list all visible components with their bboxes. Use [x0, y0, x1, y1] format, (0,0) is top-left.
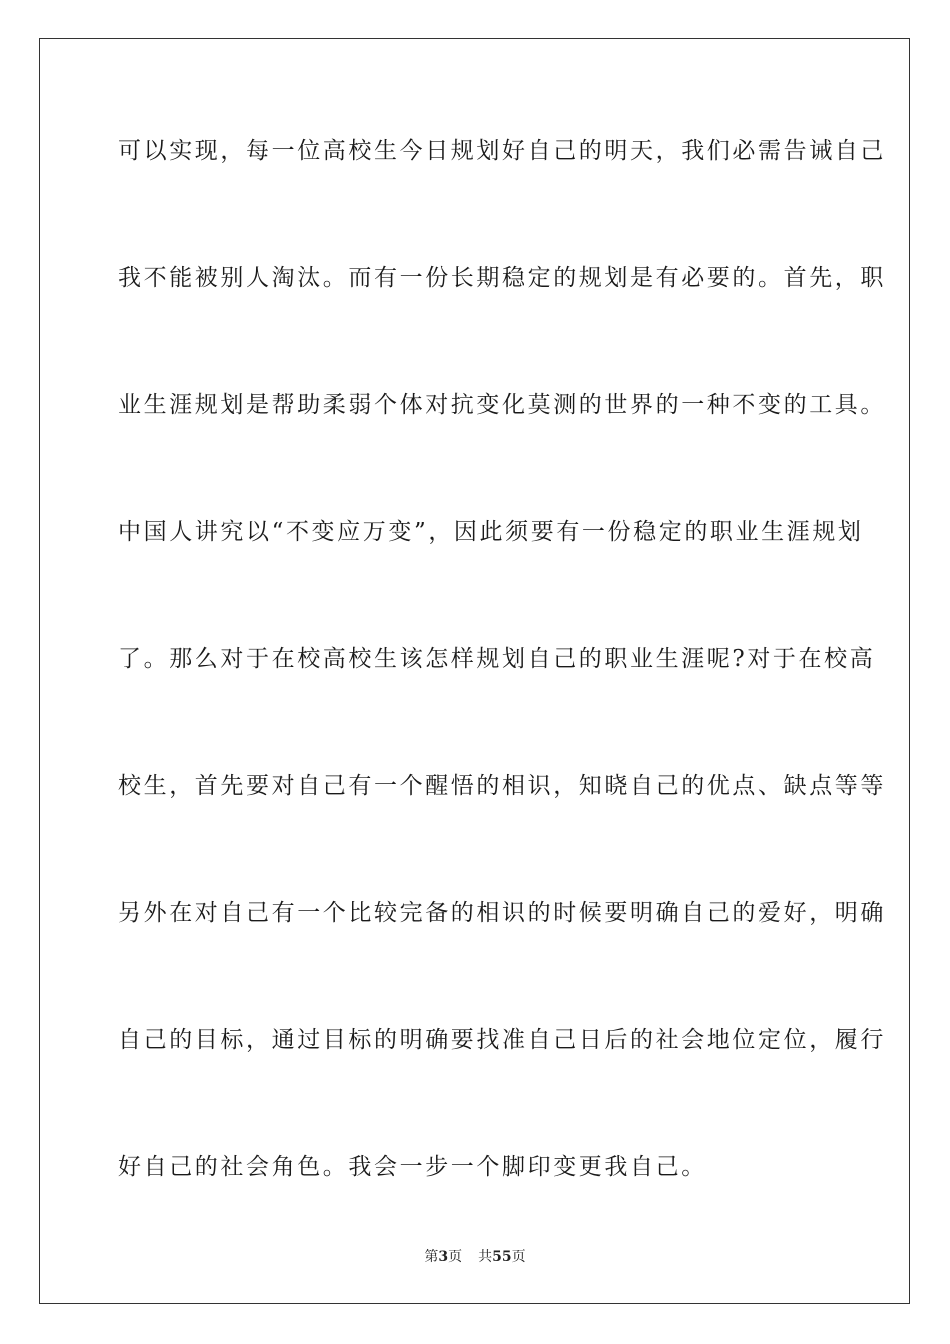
total-prefix: 共 [478, 1249, 493, 1265]
text-line-2: 我不能被别人淘汰。而有一份长期稳定的规划是有必要的。首先，职 [118, 265, 886, 291]
total-suffix: 页 [511, 1249, 526, 1265]
total-pages: 55 [492, 1249, 512, 1265]
text-line-4: 中国人讲究以“不变应万变”，因此须要有一份稳定的职业生涯规划 [118, 519, 864, 545]
page-prefix: 第 [424, 1249, 439, 1265]
page-number: 3 [438, 1249, 449, 1265]
text-line-7: 另外在对自己有一个比较完备的相识的时候要明确自己的爱好，明确 [118, 900, 886, 926]
text-line-3: 业生涯规划是帮助柔弱个体对抗变化莫测的世界的一种不变的工具。 [118, 392, 886, 418]
text-line-5: 了。那么对于在校高校生该怎样规划自己的职业生涯呢?对于在校高 [118, 646, 876, 672]
text-line-8: 自己的目标，通过目标的明确要找准自己日后的社会地位定位，履行 [118, 1027, 886, 1053]
text-line-9: 好自己的社会角色。我会一步一个脚印变更我自己。 [118, 1154, 707, 1180]
text-line-6: 校生，首先要对自己有一个醒悟的相识，知晓自己的优点、缺点等等 [118, 773, 886, 799]
text-line-1: 可以实现，每一位高校生今日规划好自己的明天，我们必需告诫自己 [118, 138, 886, 164]
page-suffix: 页 [448, 1249, 463, 1265]
page-footer [0, 1249, 950, 1265]
document-body [118, 126, 886, 1269]
